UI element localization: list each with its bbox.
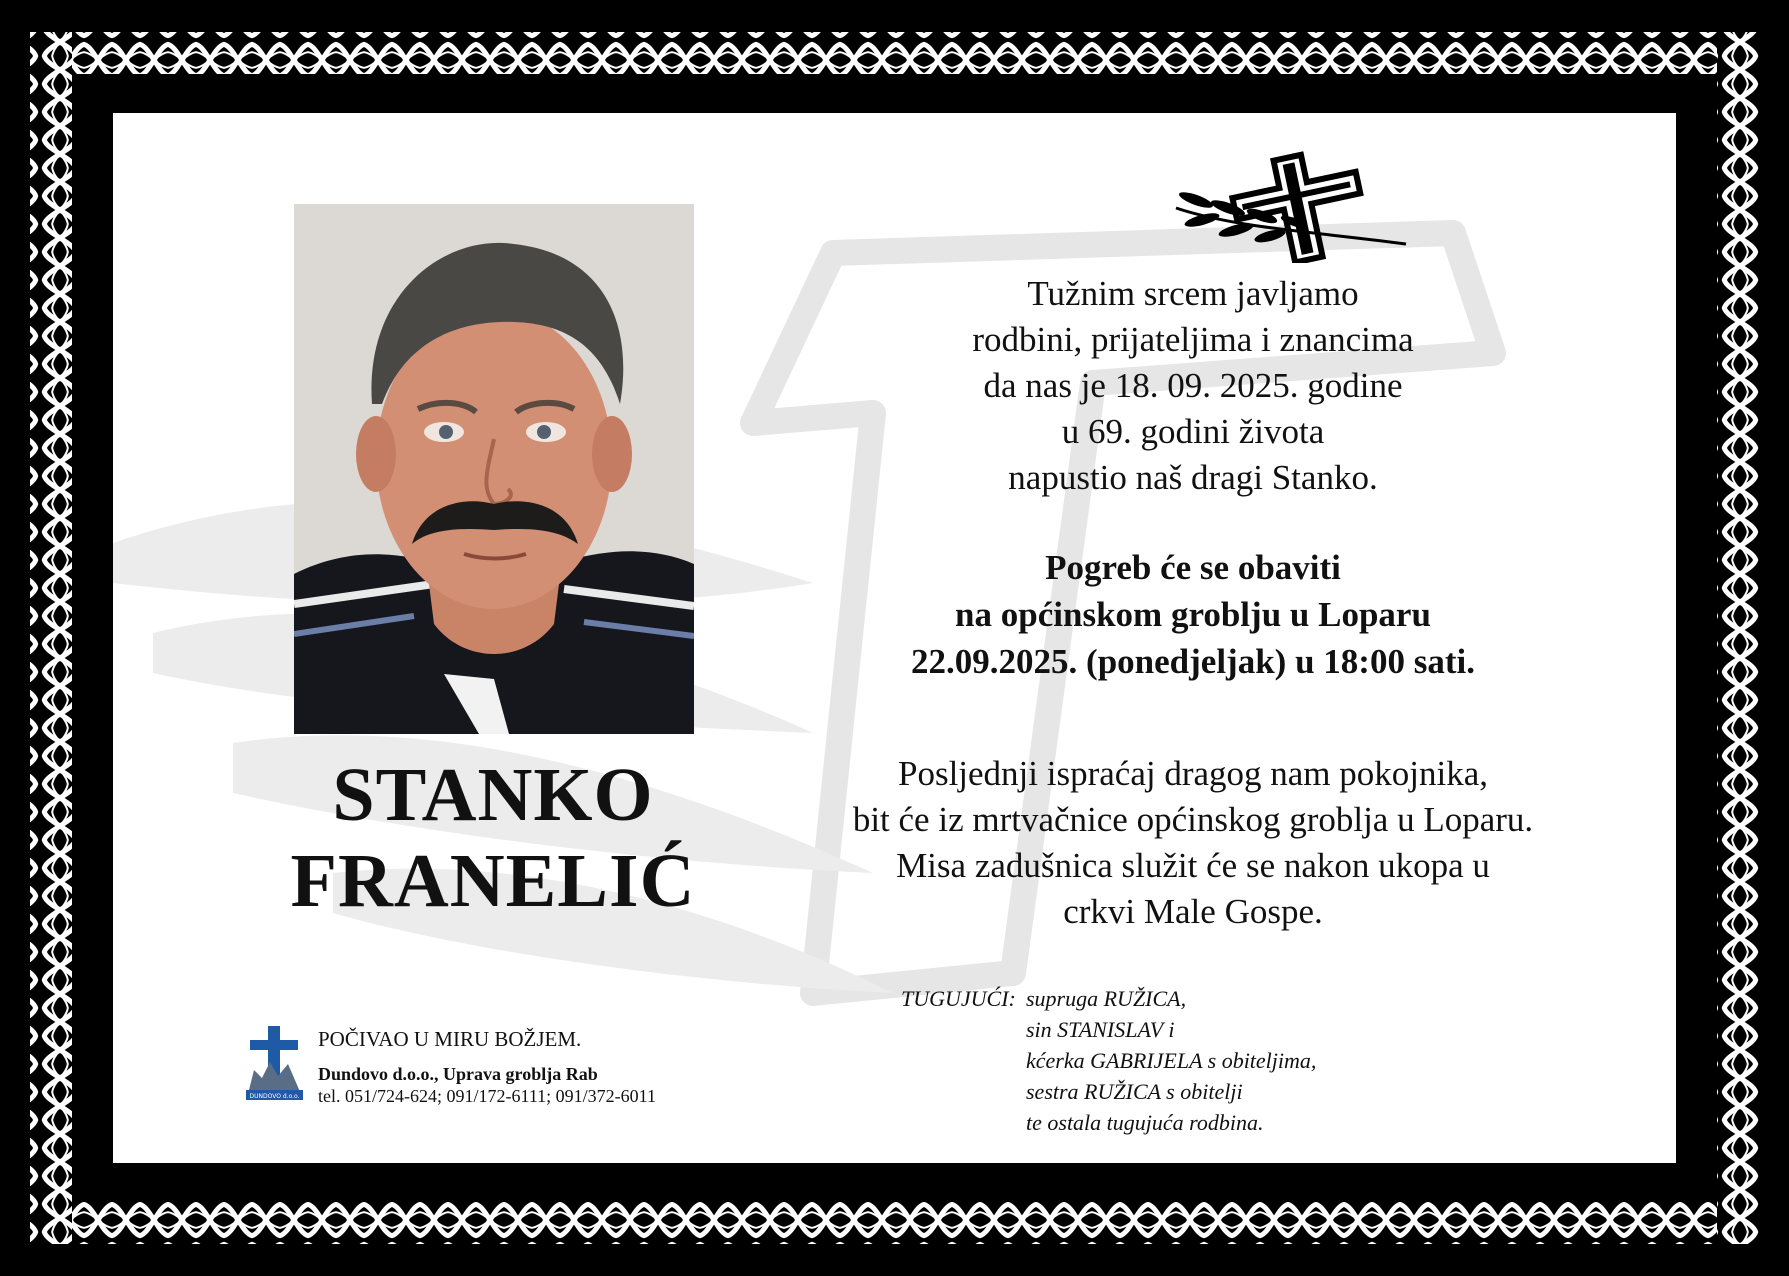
- obituary-panel: [113, 113, 1676, 1163]
- cross-logo-icon: [246, 1024, 303, 1100]
- intro-line: Tužnim srcem javljamo: [1027, 274, 1359, 313]
- rest-in-peace-text: POČIVAO U MIRU BOŽJEM.: [318, 1027, 582, 1051]
- mourner-line: kćerka GABRIJELA s obiteljima,: [1026, 1048, 1317, 1073]
- mourners-label: TUGUJUĆI:: [901, 986, 1016, 1011]
- mourner-line: te ostala tugujuća rodbina.: [1026, 1110, 1264, 1135]
- funeral-company-info: [318, 1063, 656, 1107]
- deceased-first-name: STANKO: [332, 753, 654, 837]
- logo-text: DUNDOVO d.o.o.: [249, 1093, 300, 1100]
- mourner-line: supruga RUŽICA,: [1026, 986, 1187, 1011]
- announcement-intro: [793, 271, 1593, 501]
- cross-with-palm-branch-icon: [1166, 148, 1436, 263]
- farewell-line: Misa zadušnica služit će se nakon ukopa u: [896, 846, 1490, 885]
- farewell-details: [793, 751, 1593, 935]
- farewell-line: crkvi Male Gospe.: [1063, 892, 1323, 931]
- farewell-line: Posljednji ispraćaj dragog nam pokojnika,: [897, 754, 1489, 793]
- mourner-line: sestra RUŽICA s obitelji: [1026, 1079, 1243, 1104]
- company-phones: tel. 051/724-624; 091/172-6111; 091/372-6011: [318, 1086, 656, 1106]
- farewell-line: bit će iz mrtvačnice općinskog groblja u Loparu.: [852, 800, 1534, 839]
- deceased-last-name: FRANELIĆ: [290, 839, 696, 923]
- intro-line: u 69. godini života: [1061, 412, 1325, 451]
- funeral-line: Pogreb će se obaviti: [1045, 548, 1341, 587]
- funeral-details: [793, 544, 1593, 685]
- intro-line: da nas je 18. 09. 2025. godine: [983, 366, 1403, 405]
- intro-line: rodbini, prijateljima i znancima: [972, 320, 1414, 359]
- mourner-line: sin STANISLAV i: [1026, 1017, 1175, 1042]
- intro-line: napustio naš dragi Stanko.: [1008, 458, 1378, 497]
- funeral-line: na općinskom groblju u Loparu: [955, 595, 1431, 634]
- funeral-line: 22.09.2025. (ponedjeljak) u 18:00 sati.: [911, 642, 1475, 681]
- mourners-list: [1026, 983, 1316, 1138]
- portrait-photo: [294, 204, 694, 734]
- company-name: Dundovo d.o.o., Uprava groblja Rab: [318, 1064, 598, 1084]
